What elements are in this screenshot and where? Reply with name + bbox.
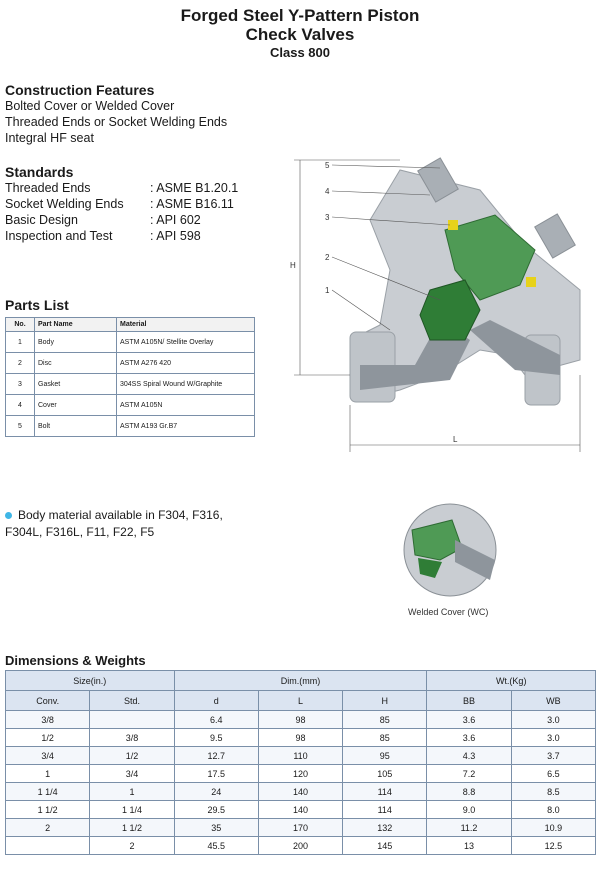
dims-cell: 3/4 [90,765,174,783]
dims-cell: 3.0 [511,729,595,747]
standard-label: Socket Welding Ends [5,197,124,211]
standard-label: Threaded Ends [5,181,91,195]
part-material: ASTM A105N [117,395,255,416]
parts-row [6,332,255,353]
dims-cell: 1 1/4 [6,783,90,801]
dims-row [6,747,596,765]
dims-cell: 17.5 [174,765,258,783]
dims-cell: 3/4 [6,747,90,765]
dims-cell: 1 1/2 [90,819,174,837]
dims-cell: 6.4 [174,711,258,729]
note-line-1: Body material available in F304, F316, [18,508,223,522]
dims-cell: 11.2 [427,819,511,837]
dims-cell: 140 [258,801,342,819]
dims-cell: 120 [258,765,342,783]
construction-list [5,98,227,146]
dims-cell: 95 [343,747,427,765]
parts-col-name: Part Name [35,318,117,332]
col-conv: Conv. [6,691,90,711]
valve-section-diagram [280,150,595,460]
size-group-header: Size(in.) [6,671,175,691]
dims-row [6,801,596,819]
dims-cell: 29.5 [174,801,258,819]
dims-cell: 114 [343,783,427,801]
standard-value: : ASME B1.20.1 [150,181,239,195]
dims-cell: 12.5 [511,837,595,855]
dims-cell [6,837,90,855]
col-l: L [258,691,342,711]
standard-value: : API 602 [150,213,201,227]
dims-cell: 8.0 [511,801,595,819]
part-name: Cover [35,395,117,416]
dims-cell: 145 [343,837,427,855]
col-wb: WB [511,691,595,711]
parts-header-row [6,318,255,332]
dims-cell: 140 [258,783,342,801]
dims-cell: 9.5 [174,729,258,747]
col-std: Std. [90,691,174,711]
col-bb: BB [427,691,511,711]
part-name: Body [35,332,117,353]
part-material: ASTM A193 Gr.B7 [117,416,255,437]
part-no: 4 [6,395,35,416]
dims-cell: 45.5 [174,837,258,855]
dim-h-label: H [290,261,296,270]
standard-row [5,228,238,244]
dims-cell: 8.5 [511,783,595,801]
dims-cell: 3.7 [511,747,595,765]
dims-cell: 200 [258,837,342,855]
parts-table [5,317,255,437]
dims-cell: 1/2 [6,729,90,747]
dims-group-header-row [6,671,596,691]
standard-row [5,196,238,212]
dims-cell: 13 [427,837,511,855]
part-material: 304SS Spiral Wound W/Graphite [117,374,255,395]
welded-cover-inset [400,500,500,600]
dims-cell: 85 [343,711,427,729]
part-material: ASTM A276 420 [117,353,255,374]
standard-value: : API 598 [150,229,201,243]
dims-cell: 8.8 [427,783,511,801]
dims-cell: 3.0 [511,711,595,729]
dims-cell: 2 [6,819,90,837]
dims-cell: 1 [6,765,90,783]
standards-list [5,180,238,244]
dims-cell: 7.2 [427,765,511,783]
part-material: ASTM A105N/ Stellite Overlay [117,332,255,353]
callout-3: 3 [325,213,330,222]
parts-row [6,395,255,416]
parts-heading: Parts List [5,297,69,313]
dims-cell: 1 1/4 [90,801,174,819]
parts-row [6,374,255,395]
dims-row [6,765,596,783]
dims-row [6,783,596,801]
parts-row [6,416,255,437]
dims-heading: Dimensions & Weights [5,653,146,668]
dims-cell: 3.6 [427,711,511,729]
dims-cell: 85 [343,729,427,747]
dims-body [6,711,596,855]
callout-1: 1 [325,286,330,295]
dims-cell: 3/8 [90,729,174,747]
col-h: H [343,691,427,711]
dims-cell: 105 [343,765,427,783]
standard-label: Basic Design [5,213,78,227]
welded-cover-caption: Welded Cover (WC) [408,607,489,617]
col-d: d [174,691,258,711]
dims-cell: 170 [258,819,342,837]
dims-cell: 1 [90,783,174,801]
dims-table [5,670,596,855]
dims-row [6,711,596,729]
construction-item: Integral HF seat [5,131,94,145]
dims-cell: 4.3 [427,747,511,765]
part-no: 5 [6,416,35,437]
dims-cell: 1/2 [90,747,174,765]
parts-col-material: Material [117,318,255,332]
class-label: Class 800 [270,45,330,60]
callout-4: 4 [325,187,330,196]
page-subtitle: Check Valves [245,25,355,44]
bolt-right [535,214,576,258]
standards-heading: Standards [5,164,74,180]
dims-row [6,837,596,855]
dims-cell: 9.0 [427,801,511,819]
dims-row [6,819,596,837]
dims-cell: 3/8 [6,711,90,729]
dims-cell: 12.7 [174,747,258,765]
dims-row [6,729,596,747]
dims-cell: 2 [90,837,174,855]
bullet-dot-icon [5,512,12,519]
dims-cell: 6.5 [511,765,595,783]
dims-cell: 35 [174,819,258,837]
part-name: Bolt [35,416,117,437]
dims-cell: 132 [343,819,427,837]
page-title: Forged Steel Y-Pattern Piston [180,6,420,25]
part-name: Disc [35,353,117,374]
standard-row [5,212,238,228]
dim-group-header: Dim.(mm) [174,671,427,691]
parts-row [6,353,255,374]
construction-item: Threaded Ends or Socket Welding Ends [5,115,228,129]
parts-col-no: No. [6,318,35,332]
part-name: Gasket [35,374,117,395]
construction-item: Bolted Cover or Welded Cover [5,99,175,113]
callout-2: 2 [325,253,330,262]
dims-cell: 24 [174,783,258,801]
dims-cell: 3.6 [427,729,511,747]
part-no: 2 [6,353,35,374]
dims-cell: 10.9 [511,819,595,837]
body-material-note [5,507,295,541]
dims-cell: 98 [258,729,342,747]
standard-label: Inspection and Test [5,229,113,243]
dims-sub-header-row [6,691,596,711]
construction-heading: Construction Features [5,82,155,98]
dims-cell: 110 [258,747,342,765]
dims-cell: 1 1/2 [6,801,90,819]
gasket-right [526,277,536,287]
part-no: 3 [6,374,35,395]
dims-cell: 114 [343,801,427,819]
part-no: 1 [6,332,35,353]
wt-group-header: Wt.(Kg) [427,671,596,691]
note-line-2: F304L, F316L, F11, F22, F5 [5,525,155,539]
standard-value: : ASME B16.11 [150,197,234,211]
dims-cell [90,711,174,729]
dims-cell: 98 [258,711,342,729]
dim-l-label: L [453,435,458,444]
callout-5: 5 [325,161,330,170]
standard-row [5,180,238,196]
